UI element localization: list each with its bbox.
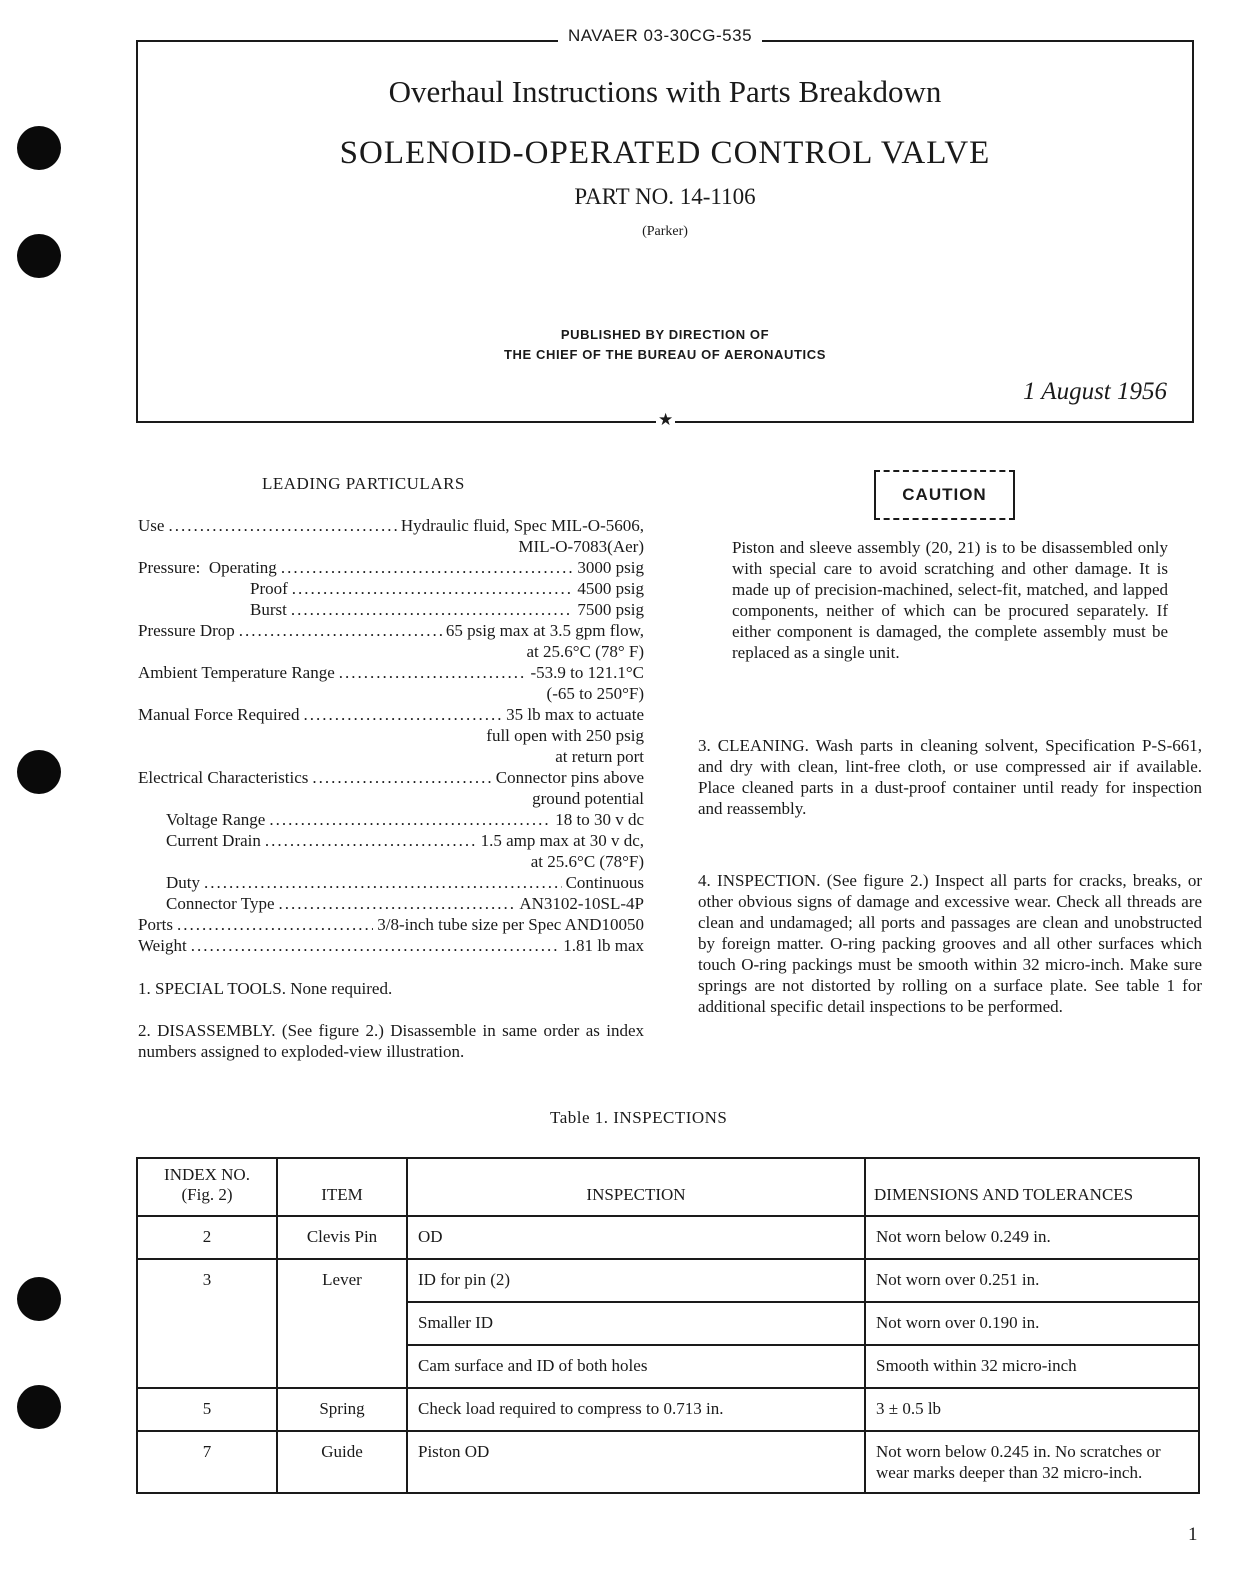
binder-hole-2 bbox=[17, 234, 61, 278]
cell-dimension: Not worn over 0.251 in. bbox=[865, 1259, 1199, 1302]
lp-value: 3/8-inch tube size per Spec AND10050 bbox=[377, 915, 644, 934]
lp-label bbox=[138, 557, 277, 578]
lp-label: Use bbox=[138, 516, 165, 535]
lp-label: Voltage Range bbox=[166, 810, 266, 829]
leader-dots bbox=[292, 578, 574, 599]
lp-connector bbox=[138, 893, 644, 914]
publisher-line-2: THE CHIEF OF THE BUREAU OF AERONAUTICS bbox=[503, 347, 827, 362]
lp-label: Weight bbox=[138, 936, 187, 955]
table-title: Table 1. INSPECTIONS bbox=[550, 1108, 728, 1127]
lp-value-cont: at 25.6°C (78°F) bbox=[530, 852, 644, 871]
lp-value: 3000 psig bbox=[577, 558, 644, 577]
cell-dimension: Not worn below 0.249 in. bbox=[865, 1216, 1199, 1259]
cell-item: Spring bbox=[277, 1388, 407, 1431]
lp-value: AN3102-10SL-4P bbox=[519, 894, 644, 913]
lp-value: 1.5 amp max at 30 v dc, bbox=[480, 831, 644, 850]
cell-inspection: Check load required to compress to 0.713 in. bbox=[407, 1388, 865, 1431]
lp-value: 1.81 lb max bbox=[563, 936, 644, 955]
cell-item: Guide bbox=[277, 1431, 407, 1493]
lp-label: Burst bbox=[250, 600, 287, 619]
leader-dots bbox=[281, 557, 574, 578]
caution-label: CAUTION bbox=[874, 470, 1015, 520]
lp-label: Ambient Temperature Range bbox=[138, 663, 335, 682]
lp-voltage bbox=[138, 809, 644, 830]
operating-label: Operating bbox=[208, 558, 277, 577]
page-number: 1 bbox=[1188, 1524, 1198, 1545]
lp-value-cont: (-65 to 250°F) bbox=[546, 684, 644, 703]
lp-value: 35 lb max to actuate bbox=[506, 705, 644, 724]
lp-value: 4500 psig bbox=[577, 579, 644, 598]
leader-dots bbox=[239, 620, 442, 641]
lp-label: Manual Force Required bbox=[138, 705, 300, 724]
manufacturer: (Parker) bbox=[642, 224, 688, 239]
cell-dimension: 3 ± 0.5 lb bbox=[865, 1388, 1199, 1431]
leader-dots bbox=[312, 767, 491, 788]
leader-dots bbox=[168, 515, 396, 536]
leader-dots bbox=[339, 662, 527, 683]
cell-item: Clevis Pin bbox=[277, 1216, 407, 1259]
lp-electrical bbox=[138, 767, 644, 788]
component-name: SOLENOID-OPERATED CONTROL VALVE bbox=[339, 135, 991, 171]
caution-text: Piston and sleeve assembly (20, 21) is to be disassembled only with special care to avoid scratching and other damage. It is made up of precision-machined, select-fit, matched, and lapped components, neither of which can be procured separately. If either component is damaged, the complete assembly must be replaced as a single unit. bbox=[732, 538, 1168, 662]
col-header-index bbox=[137, 1158, 277, 1216]
lp-label: Connector Type bbox=[166, 894, 275, 913]
document-title: Overhaul Instructions with Parts Breakdown bbox=[388, 74, 942, 109]
lp-pressure-drop bbox=[138, 620, 644, 641]
leader-dots bbox=[177, 914, 373, 935]
leading-particulars-list bbox=[138, 515, 644, 956]
inspection-paragraph: 4. INSPECTION. (See figure 2.) Inspect all parts for cracks, breaks, or other obvious signs of damage and excessive wear. Check all threads are clean and undamaged; all ports and passages are clean and unobstructed by foreign matter. O-ring packing grooves and all other surfaces which touch O-ring packings must be smooth within 32 micro-inch. Make sure springs are not distorted by rolling on a surface plate. See table 1 for additional specific detail inspections to be performed. bbox=[698, 871, 1202, 1016]
lp-duty bbox=[138, 872, 644, 893]
table-header-row bbox=[137, 1158, 1199, 1216]
table-row bbox=[137, 1259, 1199, 1302]
lp-value: Hydraulic fluid, Spec MIL-O-5606, bbox=[400, 516, 644, 535]
cell-inspection: Cam surface and ID of both holes bbox=[407, 1345, 865, 1388]
cell-item: Lever bbox=[277, 1259, 407, 1388]
lp-operating bbox=[138, 557, 644, 578]
lp-current bbox=[138, 830, 644, 851]
leader-dots bbox=[265, 830, 477, 851]
lp-value: 65 psig max at 3.5 gpm flow, bbox=[445, 621, 644, 640]
cell-dimension: Not worn over 0.190 in. bbox=[865, 1302, 1199, 1345]
leader-dots bbox=[191, 935, 560, 956]
lp-value: Connector pins above bbox=[495, 768, 644, 787]
lp-label: Electrical Characteristics bbox=[138, 768, 309, 787]
header-text: INDEX NO. bbox=[164, 1165, 250, 1184]
star-icon: ★ bbox=[658, 410, 674, 429]
table-row bbox=[137, 1216, 1199, 1259]
col-header-dimensions: DIMENSIONS AND TOLERANCES bbox=[865, 1158, 1199, 1216]
cell-inspection: ID for pin (2) bbox=[407, 1259, 865, 1302]
leader-dots bbox=[303, 704, 502, 725]
leader-dots bbox=[269, 809, 551, 830]
cell-index: 5 bbox=[137, 1388, 277, 1431]
table-row bbox=[137, 1431, 1199, 1493]
publisher-line-1: PUBLISHED BY DIRECTION OF bbox=[560, 327, 770, 342]
lp-proof bbox=[138, 578, 644, 599]
cell-inspection: OD bbox=[407, 1216, 865, 1259]
binder-hole-5 bbox=[17, 1385, 61, 1429]
document-code: NAVAER 03-30CG-535 bbox=[0, 26, 1235, 46]
cell-index: 2 bbox=[137, 1216, 277, 1259]
leader-dots bbox=[291, 599, 574, 620]
publication-date: 1 August 1956 bbox=[1023, 378, 1167, 405]
lp-burst bbox=[138, 599, 644, 620]
lp-manual-force bbox=[138, 704, 644, 725]
cell-inspection: Smaller ID bbox=[407, 1302, 865, 1345]
header-text: (Fig. 2) bbox=[181, 1185, 233, 1204]
lp-weight bbox=[138, 935, 644, 956]
lp-value: 7500 psig bbox=[577, 600, 644, 619]
lp-label: Current Drain bbox=[166, 831, 261, 850]
cell-dimension: Smooth within 32 micro-inch bbox=[865, 1345, 1199, 1388]
lp-value-cont: full open with 250 psig bbox=[486, 726, 644, 745]
lp-value-cont: at 25.6°C (78° F) bbox=[526, 642, 644, 661]
inspections-table bbox=[136, 1157, 1200, 1494]
part-number: PART NO. 14-1106 bbox=[574, 184, 756, 209]
cleaning-paragraph: 3. CLEANING. Wash parts in cleaning solvent, Specification P-S-661, and dry with clean, lint-free cloth, or use compressed air if available. Place cleaned parts in a dust-proof container until ready for inspection and reassembly. bbox=[698, 736, 1202, 818]
pressure-label: Pressure: bbox=[138, 558, 201, 577]
lp-value: -53.9 to 121.1°C bbox=[530, 663, 644, 682]
cell-inspection: Piston OD bbox=[407, 1431, 865, 1493]
table-row bbox=[137, 1388, 1199, 1431]
leader-dots bbox=[279, 893, 516, 914]
lp-use bbox=[138, 515, 644, 536]
col-header-item: ITEM bbox=[277, 1158, 407, 1216]
leader-dots bbox=[204, 872, 562, 893]
cell-dimension: Not worn below 0.245 in. No scratches or wear marks deeper than 32 micro-inch. bbox=[865, 1431, 1199, 1493]
disassembly-paragraph: 2. DISASSEMBLY. (See figure 2.) Disassemble in same order as index numbers assigned to exploded-view illustration. bbox=[138, 1021, 644, 1061]
lp-ports bbox=[138, 914, 644, 935]
special-tools-paragraph: 1. SPECIAL TOOLS. None required. bbox=[138, 979, 393, 998]
lp-value-cont: at return port bbox=[555, 747, 644, 766]
lp-value: Continuous bbox=[565, 873, 644, 892]
lp-label: Pressure Drop bbox=[138, 621, 235, 640]
leading-particulars-title: LEADING PARTICULARS bbox=[262, 474, 465, 493]
lp-label: Ports bbox=[138, 915, 173, 934]
binder-hole-3 bbox=[17, 750, 61, 794]
cell-index: 7 bbox=[137, 1431, 277, 1493]
lp-value-cont: MIL-O-7083(Aer) bbox=[518, 537, 644, 556]
col-header-inspection: INSPECTION bbox=[407, 1158, 865, 1216]
lp-value-cont: ground potential bbox=[532, 789, 644, 808]
binder-hole-1 bbox=[17, 126, 61, 170]
lp-label: Proof bbox=[250, 579, 288, 598]
lp-ambient bbox=[138, 662, 644, 683]
binder-hole-4 bbox=[17, 1277, 61, 1321]
lp-value: 18 to 30 v dc bbox=[555, 810, 644, 829]
cell-index: 3 bbox=[137, 1259, 277, 1388]
lp-label: Duty bbox=[166, 873, 200, 892]
